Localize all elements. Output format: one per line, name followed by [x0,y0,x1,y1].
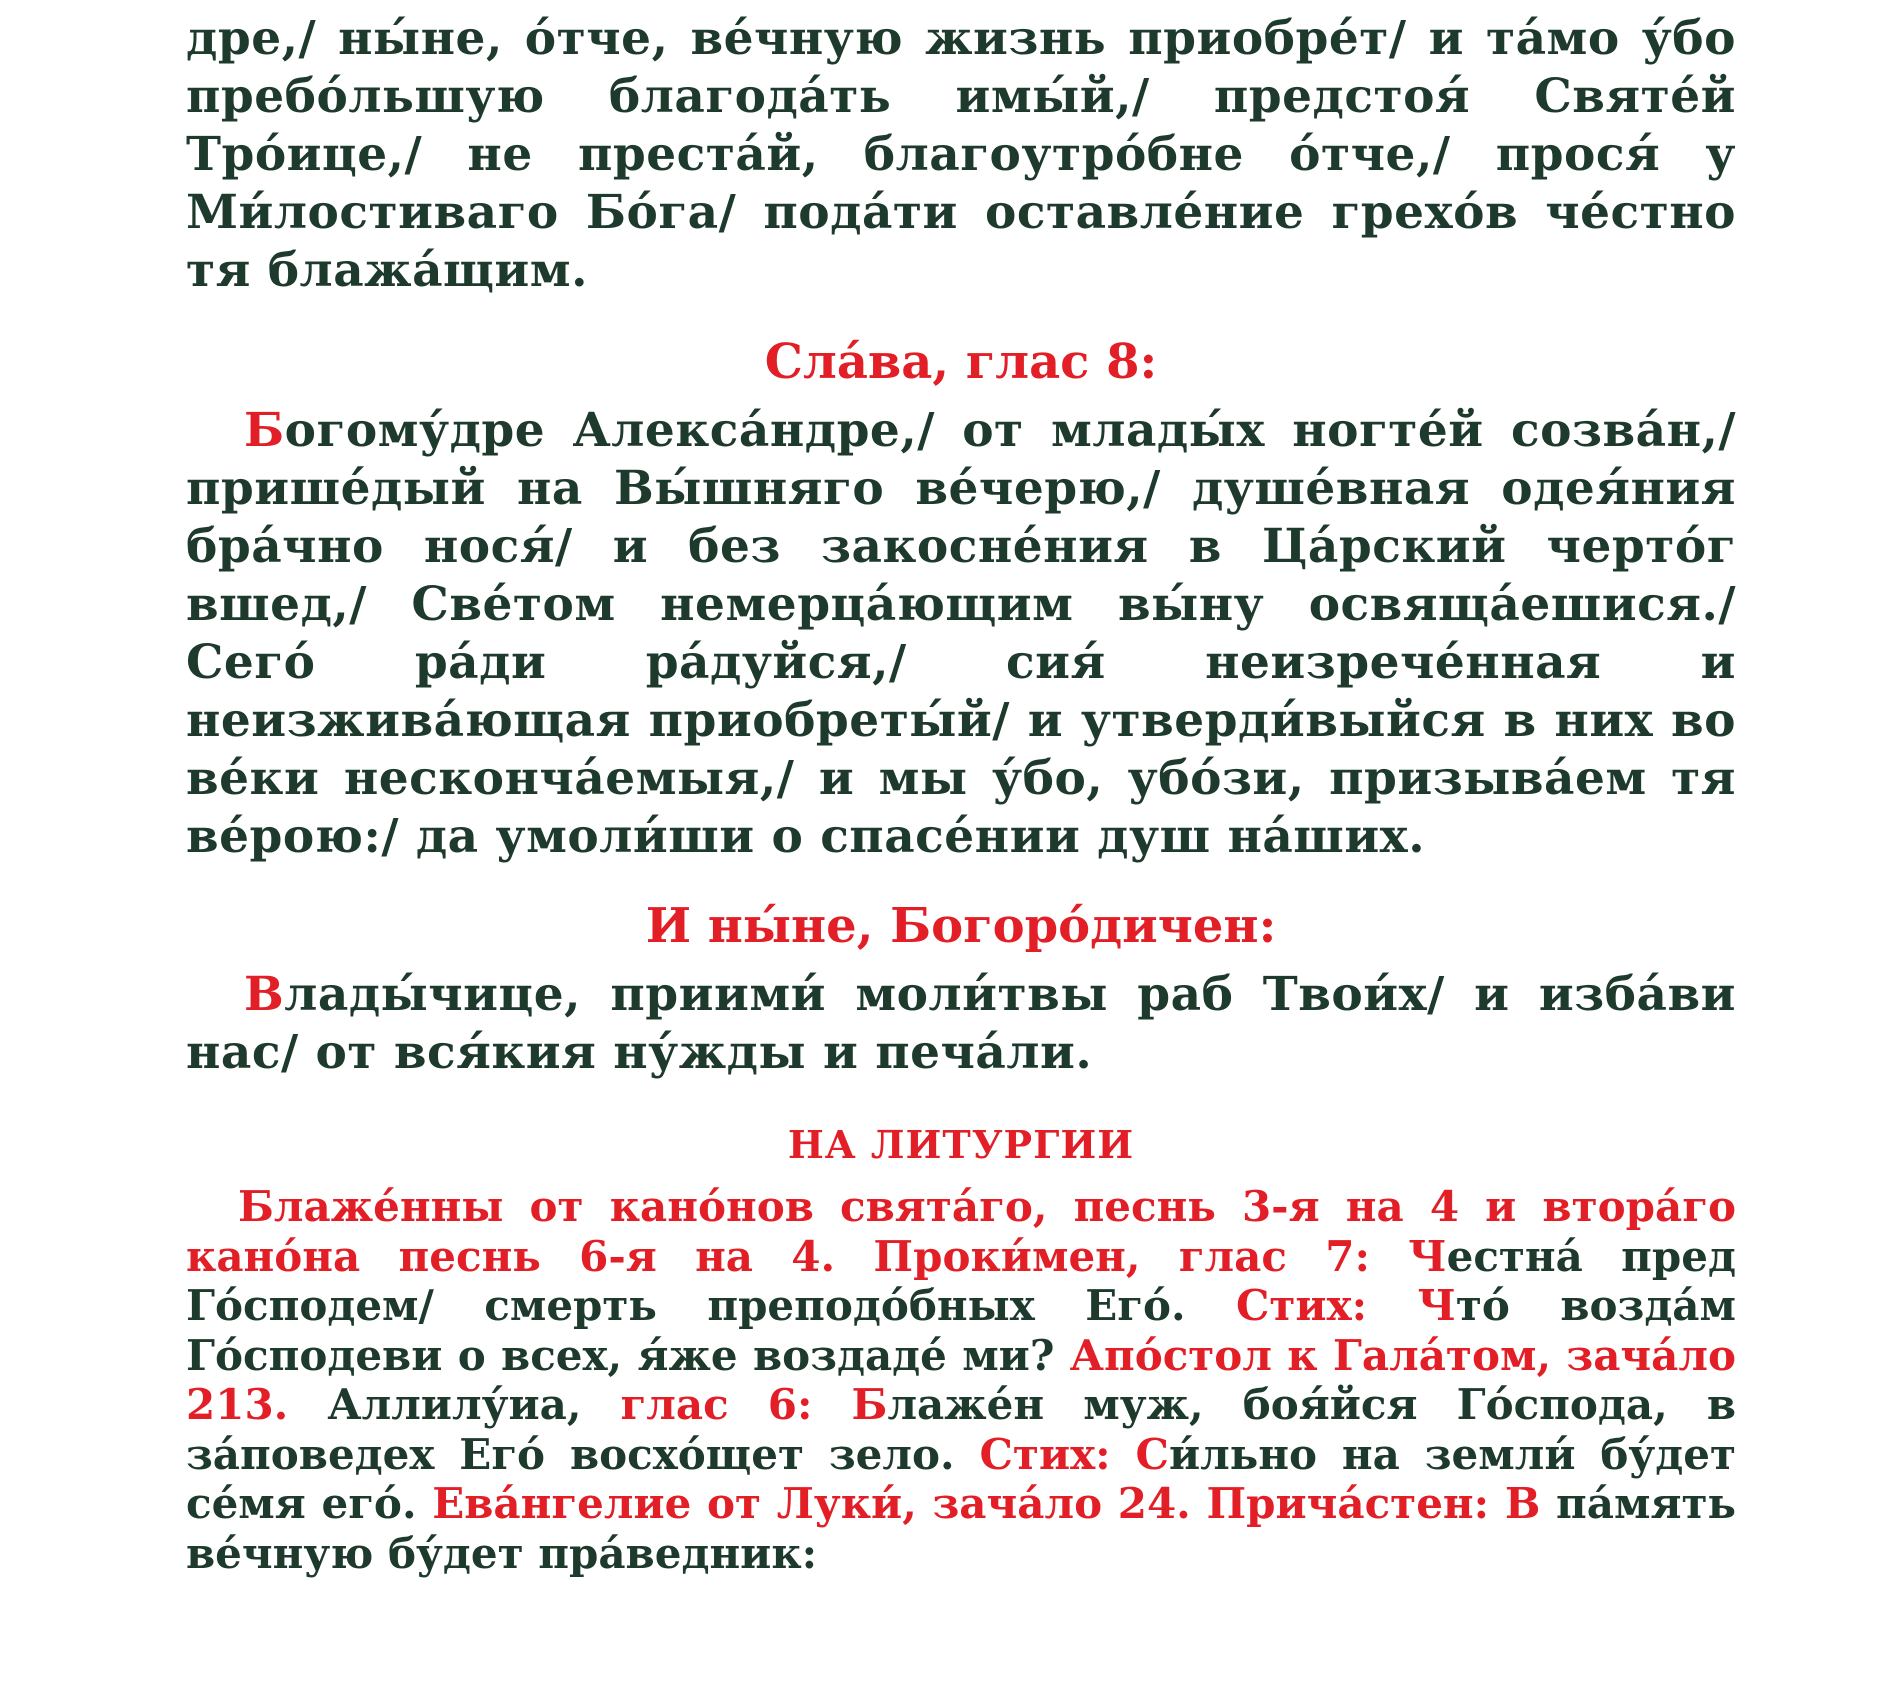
alleluia-verse-2-text: и́льно на земли́ бу́дет се́мя его́. [186,1429,1736,1528]
rubric-verse: Стих: [1235,1281,1418,1330]
drop-initial: Б [244,403,285,458]
slava-text: огому́дре Алекса́ндре,/ от млады́х ногте́й созва́н,/ пришéдый на Вы́шняго ве́черю,/ душе́вная одея́ния бра́чно нося́/ и без закосне́ния в Ца́рский черто́г вшед,/ Све́том немерца́ющим вы́ну освяща́ешися./ Сего́ ра́ди ра́дуйся,/ сия́ неизрече́нная и неизжива́ющая приобреты́й/ и утверди́выйся в них во ве́ки нескончáемыя,/ и мы у́бо, убо́зи, призыва́ем тя ве́рою:/ да умоли́ши о спасе́нии душ на́ших. [186,403,1736,864]
prokeimenon-text: естна́ пред Го́сподем/ смерть преподо́бных Его́. [186,1231,1736,1330]
rubric-gospel-communion: Ева́нгелие от Луки́, зача́ло 24. Прича́стен: [432,1479,1505,1528]
liturgy-heading: НА ЛИТУРГИИ [787,1122,1135,1167]
slava-stichera [186,402,1736,866]
rubric-initial: С [1135,1429,1169,1479]
alleluia-text: Аллилу́иа, [327,1380,621,1429]
continued-troparion: дре,/ ны́не, о́тче, ве́чную жизнь приобре́т/ и та́мо у́бо пребо́льшую благода́ть имы́й,/ предстоя́ Святе́й Тро́ице,/ не преста́й, благоутро́бне о́тче,/ прося́ у Ми́лостиваго Бо́га/ пода́ти оставле́ние грехо́в че́стно тя блажа́щим. [186,11,1736,298]
rubric-initial: Ч [1408,1231,1447,1281]
rubric-apostle: Апо́стол к Гала́том, зача́ло 213. [186,1330,1736,1429]
rubric-initial: Ч [1417,1281,1456,1330]
verse-text: то́ возда́м Го́сподеви о всех, я́же воздаде́ ми? [186,1281,1737,1380]
theotokion-text: лады́чице, приими́ моли́твы раб Твои́х/ и изба́ви нас/ от вся́кия ну́жды и печа́ли. [186,967,1736,1080]
rubric-initial: Б [851,1380,888,1429]
liturgical-page [186,10,1736,1578]
rubric-verse: Стих: [979,1429,1136,1479]
alleluia-verse-text: лаже́н муж, боя́йся Го́спода, в за́поведех Его́ восхо́щет зело. [186,1380,1736,1479]
liturgy-rubrics [186,1182,1736,1578]
rubric-initial: В [1504,1479,1541,1528]
i-nyne-heading: И ны́не, Богоро́дичен: [645,898,1277,954]
slava-heading: Сла́ва, глас 8: [764,334,1158,390]
drop-initial: В [244,967,285,1022]
rubric-tone: глас 6: [620,1380,852,1429]
rubric-beatitudes-prokeimenon: Блаже́нны от кано́нов свята́го, песнь 3-я на 4 и втора́го кано́на песнь 6-я на 4. Проки́мен, глас 7: [186,1182,1736,1281]
theotokion [186,966,1736,1082]
communion-verse-text: па́мять ве́чную бу́дет пра́ведник: [186,1479,1737,1578]
